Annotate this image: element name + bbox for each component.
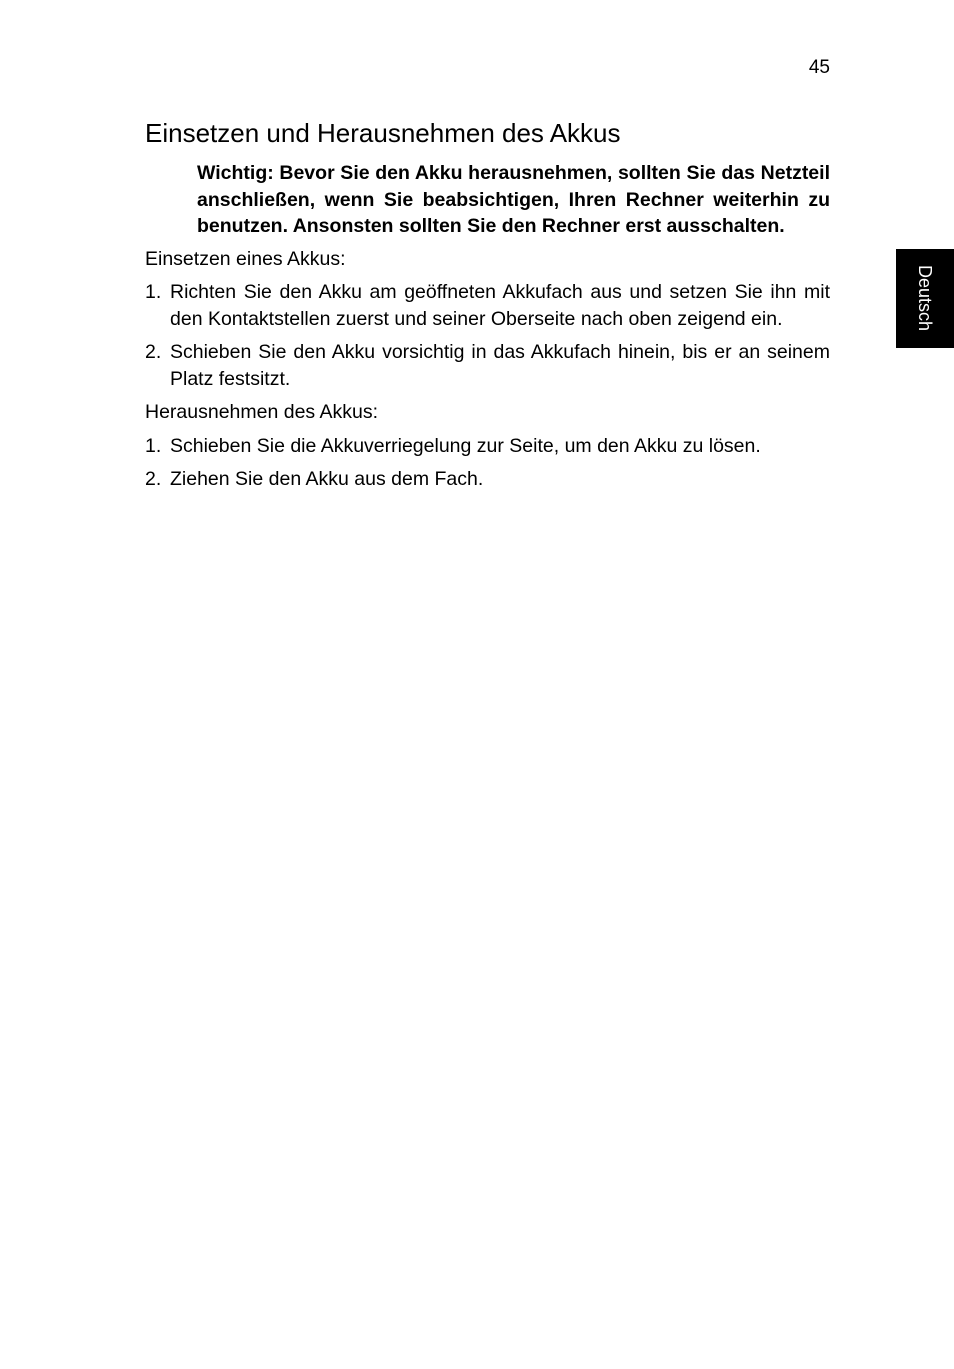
remove-steps-list bbox=[145, 433, 830, 493]
list-item bbox=[145, 433, 830, 460]
step-text: Schieben Sie den Akku vorsichtig in das Akkufach hinein, bis er an seinem Platz festsitzt. bbox=[170, 341, 830, 390]
step-text: Richten Sie den Akku am geöffneten Akkufach aus und setzen Sie ihn mit den Kontaktstellen zuerst und seiner Oberseite nach oben zeigend ein. bbox=[170, 281, 830, 330]
language-tab bbox=[896, 249, 954, 348]
remove-heading: Herausnehmen des Akkus: bbox=[145, 401, 379, 423]
section-title: Einsetzen und Herausnehmen des Akkus bbox=[145, 118, 621, 148]
language-tab-label: Deutsch bbox=[915, 264, 935, 332]
insert-steps-list bbox=[145, 279, 830, 392]
step-number: 2. bbox=[145, 468, 162, 490]
important-note: Wichtig: Bevor Sie den Akku herausnehmen, sollten Sie das Netzteil anschließen, wenn Sie beabsichtigen, Ihren Rechner weiterhin zu benutzen. Ansonsten sollten Sie den Rechner erst ausschalten. bbox=[197, 162, 830, 237]
step-text: Schieben Sie die Akkuverriegelung zur Seite, um den Akku zu lösen. bbox=[170, 434, 761, 457]
step-number: 2. bbox=[145, 341, 162, 363]
list-item bbox=[145, 339, 830, 392]
step-number: 1. bbox=[145, 281, 162, 303]
step-text: Ziehen Sie den Akku aus dem Fach. bbox=[170, 468, 484, 490]
list-item bbox=[145, 466, 830, 493]
page-number: 45 bbox=[808, 57, 830, 78]
insert-heading: Einsetzen eines Akkus: bbox=[145, 247, 346, 270]
list-item bbox=[145, 279, 830, 332]
step-number: 1. bbox=[145, 434, 162, 457]
page-content bbox=[145, 116, 830, 500]
